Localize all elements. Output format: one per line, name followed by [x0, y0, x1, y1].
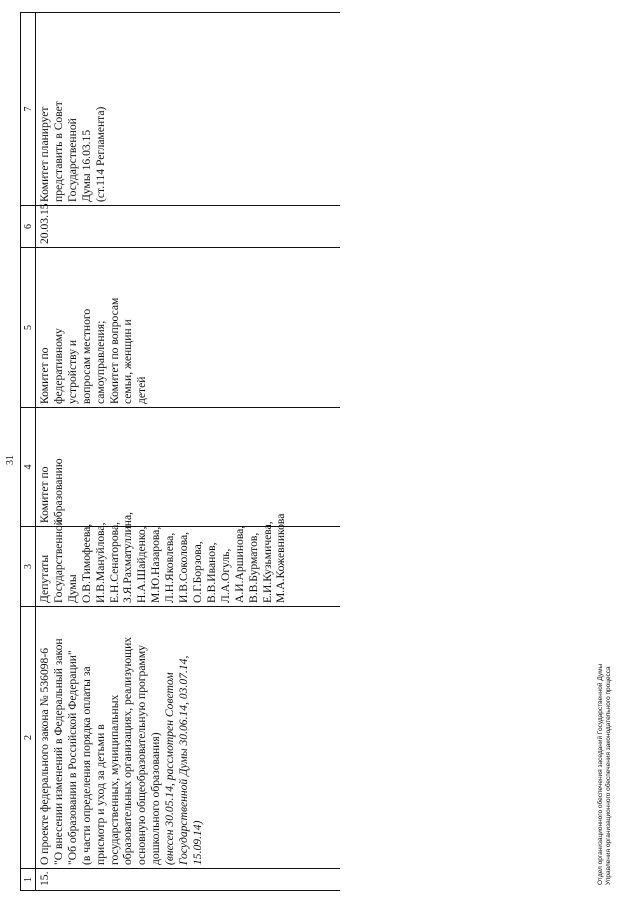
col-header-2: 2 — [21, 607, 36, 869]
col-header-3: 3 — [21, 527, 36, 607]
note-cell — [36, 13, 341, 206]
author-line: Н.А.Шайденко, — [135, 526, 149, 603]
co-committee-line: Комитет по — [38, 347, 51, 404]
col-header-4: 4 — [21, 408, 36, 527]
author-line: Л.Н.Яковлева, — [163, 532, 177, 603]
responsible-committee-cell — [36, 408, 341, 527]
author-line: М.Ю.Назарова, — [149, 526, 163, 603]
bill-history-line: 15.09.14) — [190, 820, 204, 865]
bill-title-line: основную общеобразовательную программу — [135, 645, 149, 865]
co-committee-line: вопросам местного — [79, 308, 93, 404]
bill-title-line: образовательных организациях, реализующих — [121, 636, 135, 865]
authors-cell — [36, 511, 341, 607]
author-line: И.В.Мануйлова, — [93, 522, 107, 603]
page-number: 31 — [5, 455, 16, 465]
bill-title-line: "О внесении изменений в Федеральный закон — [51, 638, 65, 865]
bill-title-line: О проекте федерального закона № 536098-6 — [38, 648, 51, 865]
co-committee-line: самоуправления; — [93, 320, 107, 404]
co-committee-line: устройству и — [65, 339, 79, 404]
col-header-7: 7 — [21, 13, 36, 206]
col-header-5: 5 — [21, 248, 36, 408]
bill-title-line: присмотр и уход за детьми в — [93, 724, 107, 865]
note-line: представить в Совет — [51, 101, 65, 202]
footer-line: Отдел организационного обеспечения заседаний Государственной Думы — [597, 663, 604, 885]
note-line: Комитет планирует — [38, 106, 51, 202]
bill-title-line: дошкольного образования) — [149, 732, 163, 865]
author-line: В.В.Бурматов, — [246, 532, 260, 603]
footer — [597, 664, 613, 885]
author-line: Е.И.Кузьмичева, — [260, 521, 274, 603]
row-number: 15. — [38, 871, 51, 886]
footer-line: Управления организационного обеспечения законодательного процесса — [605, 666, 612, 885]
col-header-6: 6 — [21, 206, 36, 248]
author-line: М.А.Кожевникова — [274, 513, 288, 603]
author-line: В.В.Иванов, — [204, 542, 218, 603]
bill-title-line: (в части определения порядка оплаты за — [79, 666, 93, 865]
committee-line: образованию — [51, 458, 65, 523]
row-number-cell — [36, 869, 341, 891]
author-line: Е.Н.Сенаторова, — [107, 522, 121, 603]
bill-history-line: (внесен 30.05.14, рассмотрен Советом — [163, 672, 177, 865]
bills-table — [20, 12, 340, 891]
author-line: А.И.Аршинова, — [232, 525, 246, 603]
author-line: Государственной — [51, 519, 65, 603]
co-committee-line: Комитет по вопросам — [107, 297, 121, 404]
author-line: О.Г.Борзова, — [190, 541, 204, 603]
co-committee-line: детей — [135, 376, 149, 404]
author-line: Л.А.Огуль, — [218, 548, 232, 603]
note-line: (ст.114 Регламента) — [93, 106, 107, 202]
author-line: З.Я.Рахматуллина, — [121, 511, 135, 603]
col-header-1: 1 — [21, 869, 36, 891]
bill-title-line: "Об образовании в Российской Федерации" — [65, 650, 79, 865]
co-committee-line: семьи, женщин и — [121, 319, 135, 404]
note-line: Думы 16.03.15 — [79, 129, 93, 202]
co-committees-cell — [36, 248, 341, 408]
author-line: Депутаты — [38, 554, 51, 603]
bill-history-line: Государственной Думы 30.06.14, 03.07.14, — [177, 655, 191, 865]
co-committee-line: федеративному — [51, 328, 65, 404]
bill-title-line: государственных, муниципальных — [107, 694, 121, 865]
table-row — [36, 13, 341, 891]
author-line: Думы — [65, 574, 79, 603]
bill-title-cell — [36, 607, 341, 869]
date-value: 20.03.15 — [38, 203, 51, 244]
author-line: О.В.Тимофеева, — [79, 523, 93, 603]
date-cell — [36, 203, 341, 248]
header-row — [21, 13, 36, 891]
author-line: И.В.Соколова, — [177, 531, 191, 603]
committee-line: Комитет по — [38, 466, 51, 523]
note-line: Государственной — [65, 118, 79, 202]
